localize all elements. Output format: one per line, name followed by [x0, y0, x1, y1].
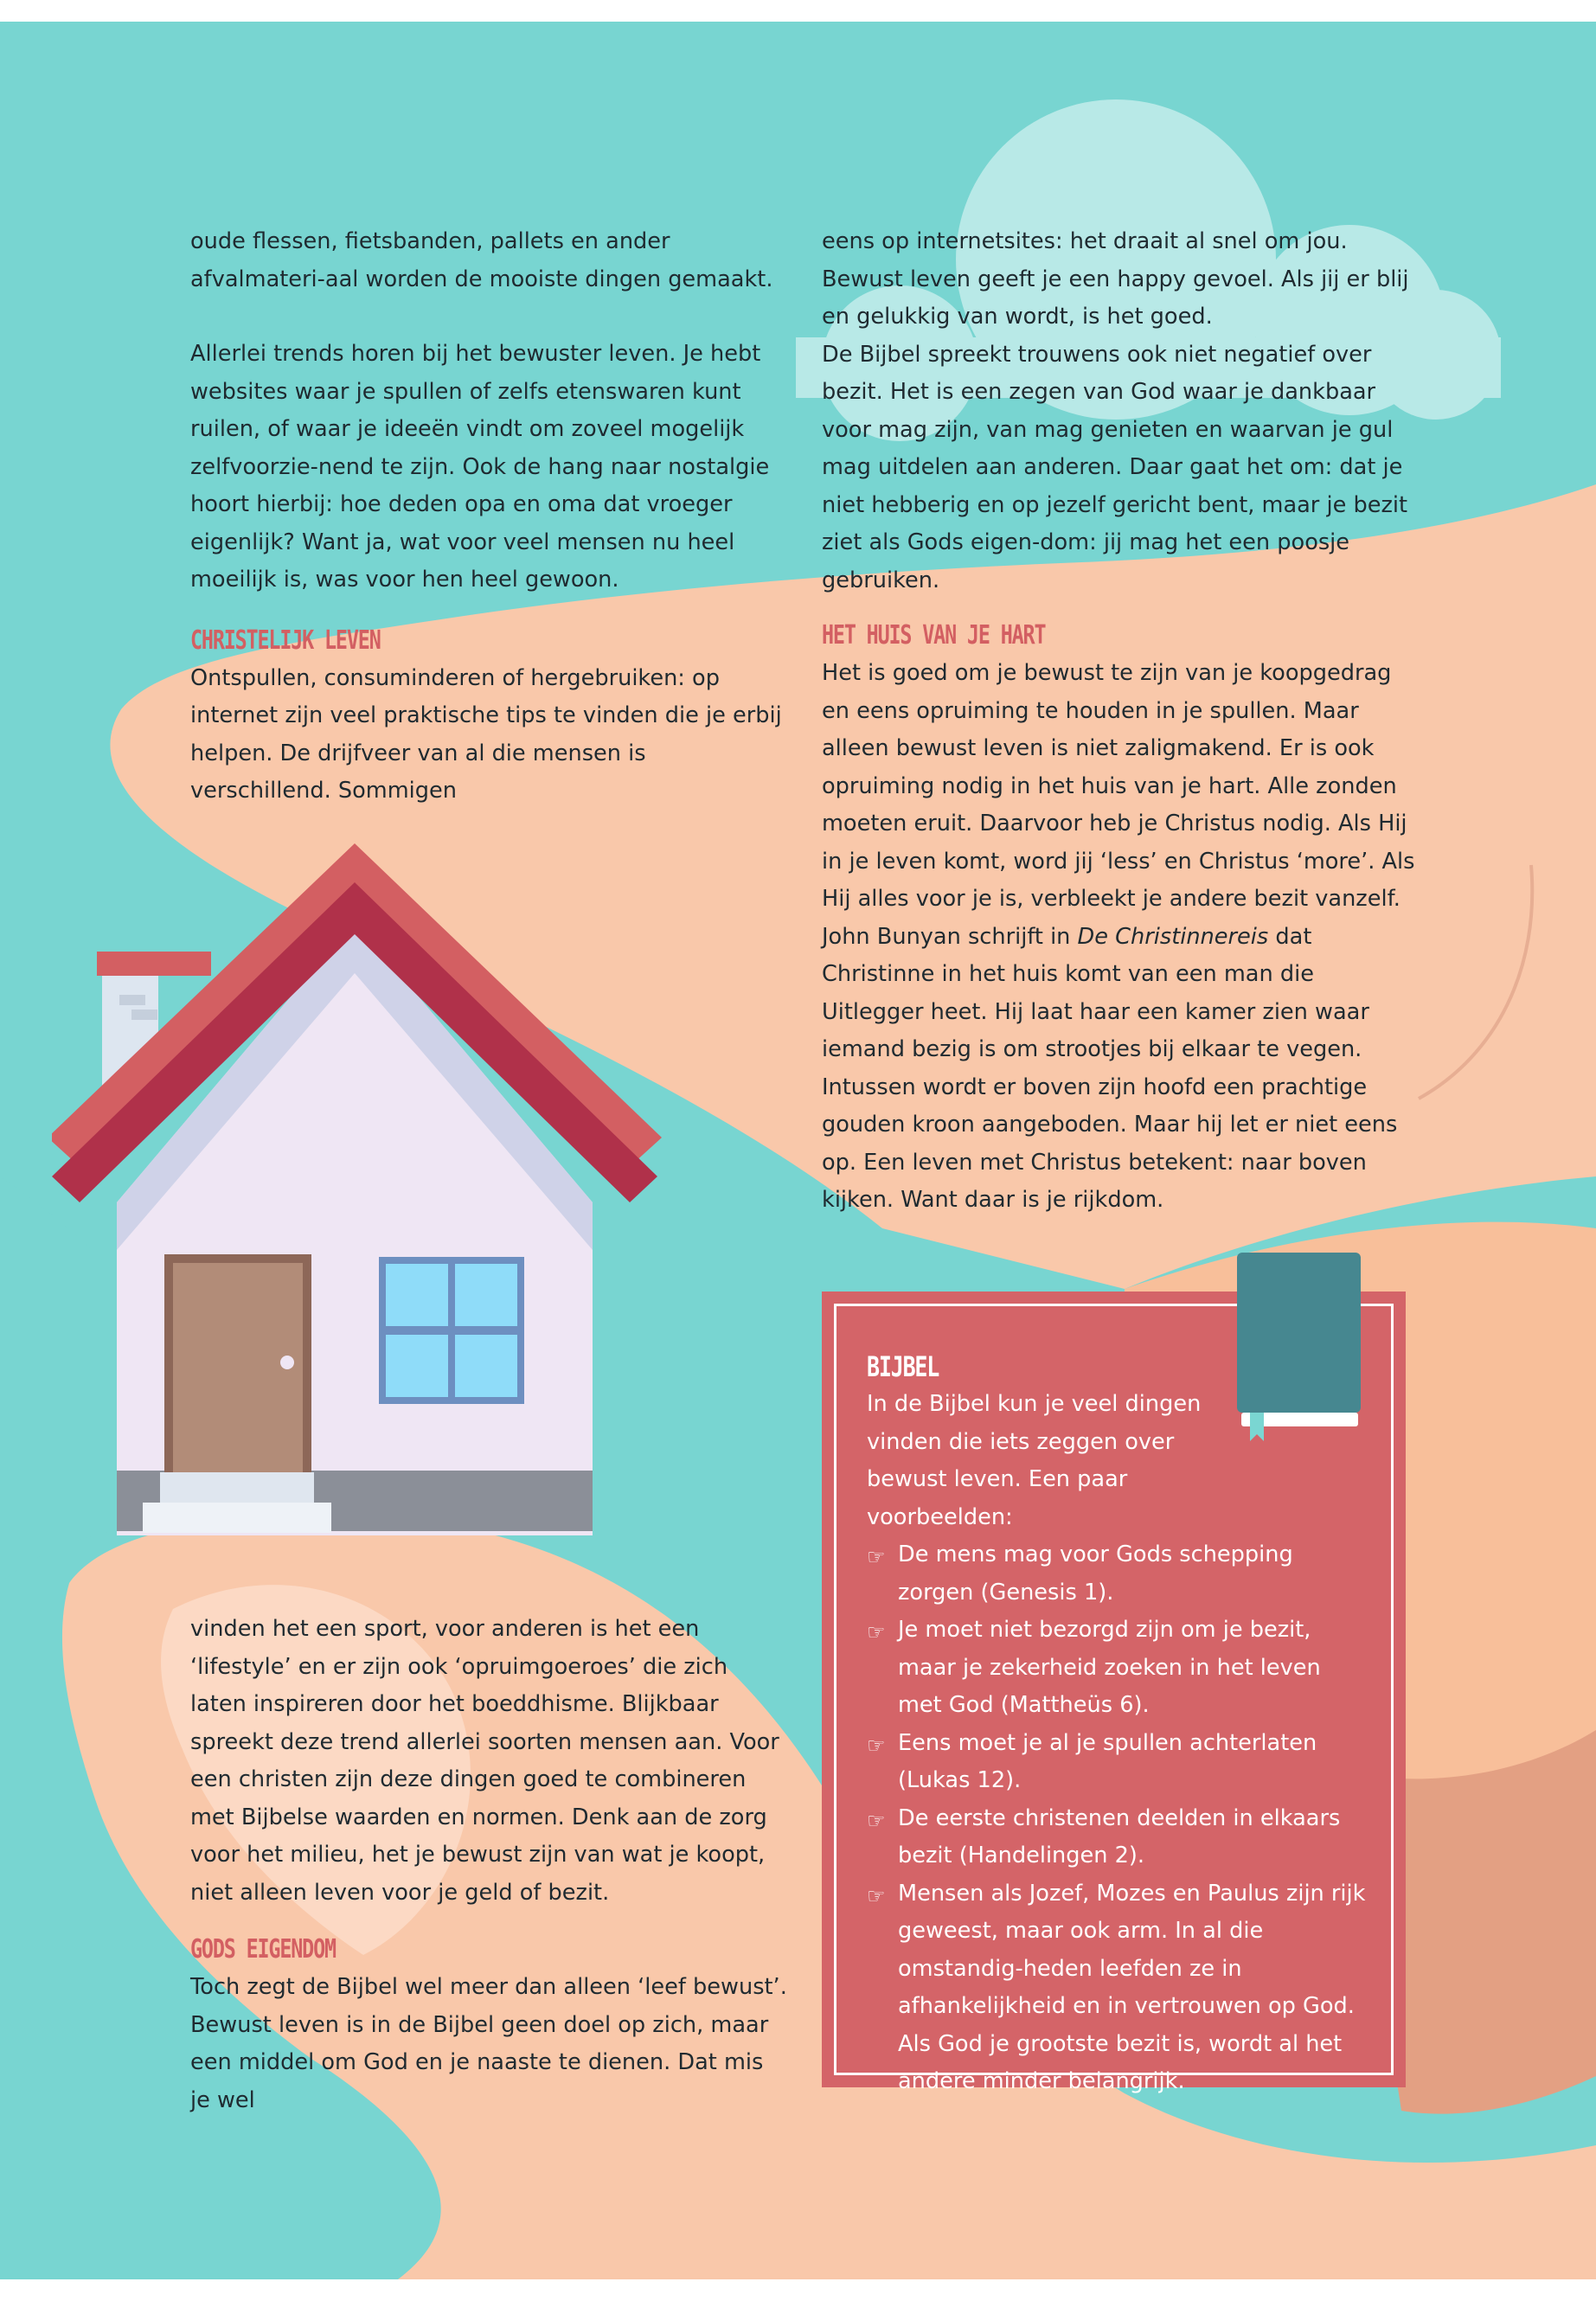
heading-gods-eigendom: GODS EIGENDOM — [190, 1934, 336, 1965]
book-cover — [1237, 1253, 1361, 1413]
example-item — [867, 1612, 1368, 1725]
book-icon — [1233, 1253, 1362, 1447]
example-item — [867, 1800, 1368, 1875]
column-right — [822, 223, 1419, 1220]
step-bottom — [143, 1503, 331, 1533]
example-text: De mens mag voor Gods schepping zorgen (Genesis 1). — [898, 1541, 1293, 1606]
paragraph: oude flessen, fietsbanden, pallets en ander afvalmateri-aal worden de mooiste dingen gemaakt. — [190, 228, 773, 292]
pointing-hand-icon: ☞ — [867, 1808, 886, 1833]
example-text: Je moet niet bezorgd zijn om je bezit, maar je zekerheid zoeken in het leven met God (Mattheüs 6). — [898, 1617, 1321, 1718]
example-item — [867, 1536, 1368, 1612]
paragraph: Het is goed om je bewust te zijn van je koopgedrag en eens opruiming te houden in je spullen. Maar alleen bewust leven is niet zaligmakend. Er is ook opruiming nodig in het huis van je hart. Alle zonden moeten eruit. Daarvoor heb je Christus nodig. Als Hij in je leven komt, word jij ‘less’ en Christus ‘more’. Als Hij alles voor je is, verbleekt je andere bezit vanzelf. — [822, 660, 1415, 912]
heading-het-huis-van-je-hart: HET HUIS VAN JE HART — [822, 620, 1046, 651]
paragraph — [822, 919, 1419, 1220]
paragraph: Allerlei trends horen bij het bewuster leven. Je hebt websites waar je spullen of zelfs etenswaren kunt ruilen, of waar je ideeën vindt om zoveel mogelijk zelfvoorzie-nend te zijn. Ook de hang naar nostalgie hoort hierbij: hoe deden opa en oma dat vroeger eigenlijk? Want ja, wat voor veel mensen nu heel moeilijk is, was voor hen heel gewoon. — [190, 341, 770, 593]
book-ribbon — [1250, 1413, 1264, 1441]
heading-christelijk-leven: CHRISTELIJK LEVEN — [190, 625, 381, 656]
column-left-top — [190, 223, 787, 811]
box-title: BIJBEL — [867, 1350, 939, 1383]
box-content — [867, 1348, 1368, 2101]
bottom-margin — [0, 2279, 1596, 2301]
column-left-bottom — [190, 1611, 787, 2119]
paragraph: Toch zegt de Bijbel wel meer dan alleen ‘leef bewust’. Bewust leven is in de Bijbel geen doel op zich, maar een middel om God en je naaste te dienen. Dat mis je wel — [190, 1974, 787, 2113]
text: dat Christinne in het huis komt van een man die Uitlegger heet. Hij laat haar een kamer zien waar iemand bezig is om strootjes bij elkaar te vegen. Intussen wordt er boven zijn hoofd een prachtige gouden kroon aangeboden. Maar hij let er niet eens op. Een leven met Christus betekent: naar boven kijken. Want daar is je rijkdom. — [822, 923, 1398, 1213]
example-text: Eens moet je al je spullen achterlaten (Lukas 12). — [898, 1729, 1317, 1793]
chimney-brick — [119, 995, 145, 1005]
window-pane — [455, 1335, 517, 1397]
paragraph: eens op internetsites: het draait al snel om jou. Bewust leven geeft je een happy gevoel. Als jij er blij en gelukkig van wordt, is het goed. — [822, 228, 1409, 330]
box-intro: In de Bijbel kun je veel dingen vinden die iets zeggen over bewust leven. Een paar voorbeelden: — [867, 1391, 1202, 1530]
pointing-hand-icon: ☞ — [867, 1620, 886, 1644]
window-pane — [386, 1264, 448, 1326]
chimney-brick — [131, 1009, 157, 1020]
paragraph: De Bijbel spreekt trouwens ook niet negatief over bezit. Het is een zegen van God waar je dankbaar voor mag zijn, van mag genieten en waarvan je gul mag uitdelen aan anderen. Daar gaat het om: dat je niet hebberig en op jezelf gericht bent, maar je bezit ziet als Gods eigen-dom: jij mag het een poosje gebruiken. — [822, 341, 1408, 593]
paragraph: vinden het een sport, voor anderen is het een ‘lifestyle’ en er zijn ook ‘opruimgoeroes’ die zich laten inspireren door het boeddhisme. Blijkbaar spreekt deze trend allerlei soorten mensen aan. Voor een christen zijn deze dingen goed te combineren met Bijbelse waarden en normen. Denk aan de zorg voor het milieu, het je bewust zijn van wat je koopt, niet alleen leven voor je geld of bezit. — [190, 1616, 779, 1906]
door-knob — [280, 1356, 294, 1369]
pointing-hand-icon: ☞ — [867, 1883, 886, 1908]
paragraph: Ontspullen, consuminderen of hergebruiken: op internet zijn veel praktische tips te vinden die je erbij helpen. De drijfveer van al die mensen is verschillend. Sommigen — [190, 664, 782, 804]
book-title: De Christinnereis — [1077, 923, 1269, 950]
text: John Bunyan schrijft in — [822, 923, 1078, 950]
example-item — [867, 1875, 1368, 2101]
window-pane — [386, 1335, 448, 1397]
window-pane — [455, 1264, 517, 1326]
example-text: Mensen als Jozef, Mozes en Paulus zijn rijk geweest, maar ook arm. In al die omstandig-heden leefden ze in afhankelijkheid en in vertrouwen op God. Als God je grootste bezit is, wordt al het andere minder belangrijk. — [898, 1880, 1366, 2094]
step-top — [160, 1472, 314, 1503]
top-margin — [0, 0, 1596, 22]
pointing-hand-icon: ☞ — [867, 1733, 886, 1758]
pointing-hand-icon: ☞ — [867, 1545, 886, 1569]
examples-list — [867, 1536, 1368, 2101]
house-illustration — [52, 843, 666, 1535]
example-text: De eerste christenen deelden in elkaars bezit (Handelingen 2). — [898, 1804, 1341, 1868]
chimney-cap — [97, 952, 211, 976]
example-item — [867, 1725, 1368, 1800]
